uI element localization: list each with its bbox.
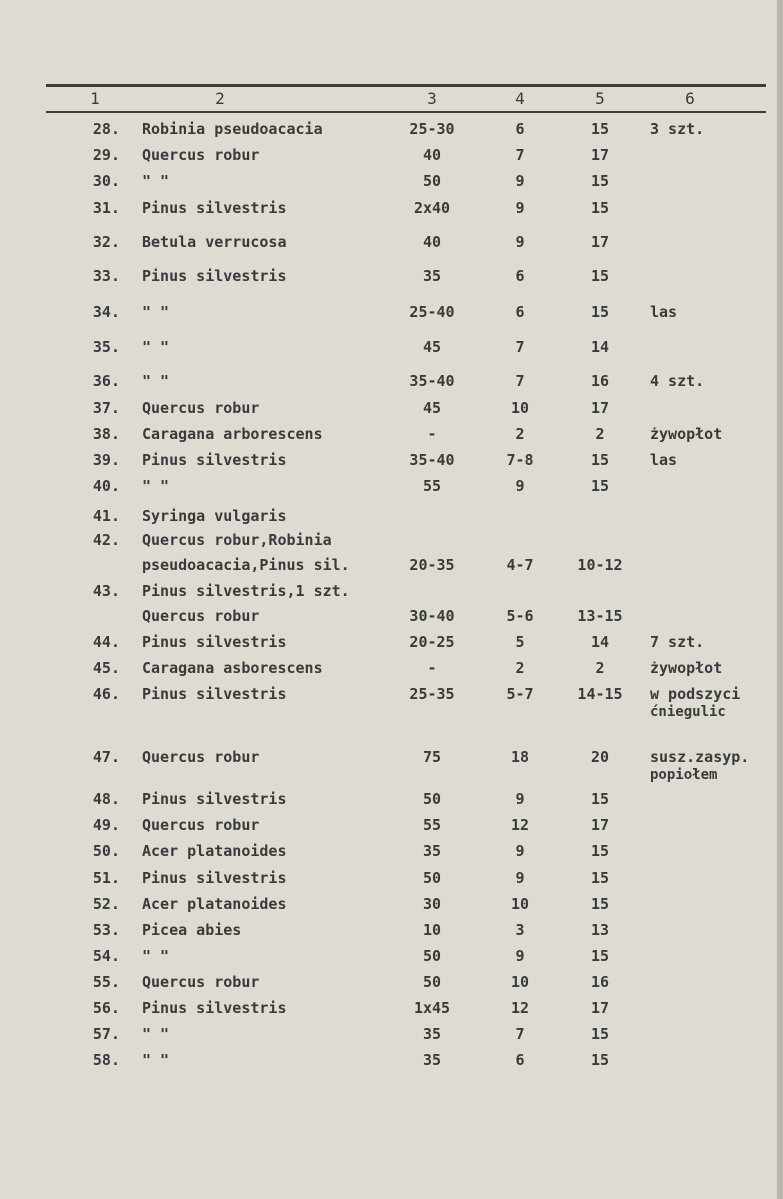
cell-species: " ": [142, 947, 170, 965]
cell-number: 30.: [92, 172, 120, 190]
cell-col-5: 17: [590, 399, 610, 417]
cell-col-3: -: [427, 425, 437, 443]
cell-col-3: 45: [422, 338, 442, 356]
cell-col-4: 9: [515, 199, 525, 217]
header-col-4: 4: [515, 89, 525, 108]
cell-number: 57.: [92, 1025, 120, 1043]
cell-col-4: 5-6: [506, 607, 534, 625]
cell-col-4: 9: [515, 842, 525, 860]
cell-col-3: 50: [422, 172, 442, 190]
cell-species: " ": [142, 303, 170, 321]
cell-col-3: 50: [422, 790, 442, 808]
cell-col-3: 2x40: [413, 199, 451, 217]
cell-col-5: 15: [590, 895, 610, 913]
cell-col-5: 17: [590, 816, 610, 834]
cell-col-5: 15: [590, 1051, 610, 1069]
cell-remarks: 3 szt.: [650, 120, 705, 138]
cell-remarks: [650, 748, 780, 784]
cell-number: 39.: [92, 451, 120, 469]
cell-col-4: 6: [515, 267, 525, 285]
cell-number: 40.: [92, 477, 120, 495]
cell-species: Quercus robur,Robinia: [142, 531, 332, 549]
cell-col-5: 15: [590, 303, 610, 321]
cell-col-5: 15: [590, 947, 610, 965]
cell-species: Quercus robur: [142, 816, 260, 834]
header-col-5: 5: [595, 89, 605, 108]
cell-col-5: 15: [590, 477, 610, 495]
cell-col-5: 15: [590, 869, 610, 887]
cell-number: 47.: [92, 748, 120, 766]
cell-number: 28.: [92, 120, 120, 138]
cell-col-4: 7-8: [506, 451, 534, 469]
cell-species: Pinus silvestris: [142, 633, 287, 651]
cell-col-4: 6: [515, 120, 525, 138]
cell-col-3: 45: [422, 399, 442, 417]
cell-col-4: 5-7: [506, 685, 534, 703]
cell-col-5: 2: [595, 659, 605, 677]
cell-col-4: 5: [515, 633, 525, 651]
cell-col-4: 4-7: [506, 556, 534, 574]
cell-number: 34.: [92, 303, 120, 321]
table-header-rule: [46, 111, 766, 113]
cell-col-3: 35: [422, 842, 442, 860]
header-col-2: 2: [215, 89, 225, 108]
header-col-6: 6: [685, 89, 695, 108]
cell-col-5: 15: [590, 842, 610, 860]
cell-species: Quercus robur: [142, 146, 260, 164]
cell-remarks: żywopłot: [650, 659, 723, 677]
cell-remarks-line-1: susz.zasyp.: [650, 748, 750, 766]
cell-species: Robinia pseudoacacia: [142, 120, 323, 138]
cell-species: Pinus silvestris,1 szt.: [142, 582, 350, 600]
cell-species: Pinus silvestris: [142, 199, 287, 217]
cell-col-4: 6: [515, 303, 525, 321]
cell-number: 54.: [92, 947, 120, 965]
cell-number: 38.: [92, 425, 120, 443]
cell-number: 58.: [92, 1051, 120, 1069]
cell-number: 46.: [92, 685, 120, 703]
cell-remarks: las: [650, 451, 678, 469]
cell-species: Acer platanoides: [142, 895, 287, 913]
page-edge: [777, 0, 783, 1199]
cell-col-3: 75: [422, 748, 442, 766]
cell-col-5: 15: [590, 267, 610, 285]
cell-col-4: 10: [510, 973, 530, 991]
cell-species: Quercus robur: [142, 607, 260, 625]
cell-species: Pinus silvestris: [142, 999, 287, 1017]
cell-col-4: 9: [515, 477, 525, 495]
cell-number: 41.: [92, 507, 120, 525]
cell-col-3: 50: [422, 973, 442, 991]
cell-col-5: 10-12: [577, 556, 623, 574]
cell-col-4: 9: [515, 790, 525, 808]
cell-col-5: 2: [595, 425, 605, 443]
cell-species: " ": [142, 1025, 170, 1043]
cell-col-4: 9: [515, 869, 525, 887]
cell-col-3: -: [427, 659, 437, 677]
cell-col-5: 15: [590, 451, 610, 469]
cell-number: 44.: [92, 633, 120, 651]
cell-col-5: 17: [590, 233, 610, 251]
cell-col-4: 10: [510, 399, 530, 417]
cell-species: Pinus silvestris: [142, 685, 287, 703]
cell-col-5: 15: [590, 1025, 610, 1043]
cell-col-5: 13-15: [577, 607, 623, 625]
cell-number: 49.: [92, 816, 120, 834]
cell-remarks-line-1: w podszyci: [650, 685, 741, 703]
cell-col-3: 55: [422, 816, 442, 834]
cell-number: 51.: [92, 869, 120, 887]
cell-col-3: 1x45: [413, 999, 451, 1017]
cell-col-3: 10: [422, 921, 442, 939]
cell-remarks-line-2: popiołem: [650, 767, 718, 783]
cell-col-3: 25-35: [409, 685, 455, 703]
cell-col-4: 6: [515, 1051, 525, 1069]
cell-species: Pinus silvestris: [142, 790, 287, 808]
cell-species: Quercus robur: [142, 748, 260, 766]
cell-col-3: 50: [422, 869, 442, 887]
header-col-1: 1: [90, 89, 100, 108]
cell-col-4: 3: [515, 921, 525, 939]
cell-col-5: 14: [590, 338, 610, 356]
cell-number: 33.: [92, 267, 120, 285]
cell-species: " ": [142, 172, 170, 190]
cell-number: 42.: [92, 531, 120, 549]
cell-number: 36.: [92, 372, 120, 390]
cell-col-5: 15: [590, 172, 610, 190]
cell-col-5: 14-15: [577, 685, 623, 703]
cell-remarks: żywopłot: [650, 425, 723, 443]
header-col-3: 3: [427, 89, 437, 108]
cell-col-3: 50: [422, 947, 442, 965]
cell-number: 53.: [92, 921, 120, 939]
cell-col-3: 35: [422, 1051, 442, 1069]
cell-remarks: las: [650, 303, 678, 321]
cell-remarks: 4 szt.: [650, 372, 705, 390]
cell-col-4: 7: [515, 1025, 525, 1043]
cell-col-3: 55: [422, 477, 442, 495]
cell-col-5: 15: [590, 120, 610, 138]
cell-col-3: 25-30: [409, 120, 455, 138]
cell-col-4: 10: [510, 895, 530, 913]
cell-number: 35.: [92, 338, 120, 356]
cell-number: 29.: [92, 146, 120, 164]
cell-col-4: 7: [515, 338, 525, 356]
cell-col-5: 16: [590, 372, 610, 390]
cell-remarks-line-2: ćniegulic: [650, 704, 726, 720]
cell-species: Picea abies: [142, 921, 242, 939]
cell-species: Quercus robur: [142, 973, 260, 991]
cell-number: 48.: [92, 790, 120, 808]
cell-col-3: 20-25: [409, 633, 455, 651]
cell-species: " ": [142, 1051, 170, 1069]
cell-col-5: 20: [590, 748, 610, 766]
cell-col-4: 12: [510, 816, 530, 834]
cell-species: " ": [142, 338, 170, 356]
cell-species: Syringa vulgaris: [142, 507, 287, 525]
cell-species: Quercus robur: [142, 399, 260, 417]
cell-species: Caragana asborescens: [142, 659, 323, 677]
cell-number: 56.: [92, 999, 120, 1017]
cell-col-4: 18: [510, 748, 530, 766]
cell-col-4: 9: [515, 947, 525, 965]
cell-col-4: 12: [510, 999, 530, 1017]
table-top-rule: [46, 84, 766, 87]
cell-col-3: 35: [422, 267, 442, 285]
cell-number: 31.: [92, 199, 120, 217]
cell-species: Pinus silvestris: [142, 451, 287, 469]
cell-col-5: 16: [590, 973, 610, 991]
cell-col-4: 9: [515, 233, 525, 251]
cell-species: Caragana arborescens: [142, 425, 323, 443]
cell-number: 45.: [92, 659, 120, 677]
cell-number: 43.: [92, 582, 120, 600]
cell-col-3: 25-40: [409, 303, 455, 321]
cell-col-4: 9: [515, 172, 525, 190]
cell-col-3: 30-40: [409, 607, 455, 625]
cell-col-5: 14: [590, 633, 610, 651]
cell-col-3: 35-40: [409, 451, 455, 469]
cell-col-4: 7: [515, 146, 525, 164]
cell-number: 37.: [92, 399, 120, 417]
cell-remarks: 7 szt.: [650, 633, 705, 651]
cell-number: 50.: [92, 842, 120, 860]
cell-col-5: 15: [590, 790, 610, 808]
cell-col-5: 17: [590, 999, 610, 1017]
cell-species: " ": [142, 477, 170, 495]
cell-species: pseudoacacia,Pinus sil.: [142, 556, 350, 574]
cell-number: 55.: [92, 973, 120, 991]
cell-col-5: 13: [590, 921, 610, 939]
cell-species: Pinus silvestris: [142, 869, 287, 887]
cell-species: Pinus silvestris: [142, 267, 287, 285]
cell-col-3: 40: [422, 146, 442, 164]
cell-col-5: 17: [590, 146, 610, 164]
cell-col-3: 40: [422, 233, 442, 251]
cell-col-4: 2: [515, 659, 525, 677]
cell-col-4: 7: [515, 372, 525, 390]
cell-col-4: 2: [515, 425, 525, 443]
cell-col-3: 30: [422, 895, 442, 913]
cell-col-5: 15: [590, 199, 610, 217]
cell-remarks: [650, 685, 780, 721]
cell-col-3: 35: [422, 1025, 442, 1043]
cell-col-3: 20-35: [409, 556, 455, 574]
cell-species: Betula verrucosa: [142, 233, 287, 251]
cell-species: Acer platanoides: [142, 842, 287, 860]
cell-number: 52.: [92, 895, 120, 913]
cell-species: " ": [142, 372, 170, 390]
cell-number: 32.: [92, 233, 120, 251]
cell-col-3: 35-40: [409, 372, 455, 390]
